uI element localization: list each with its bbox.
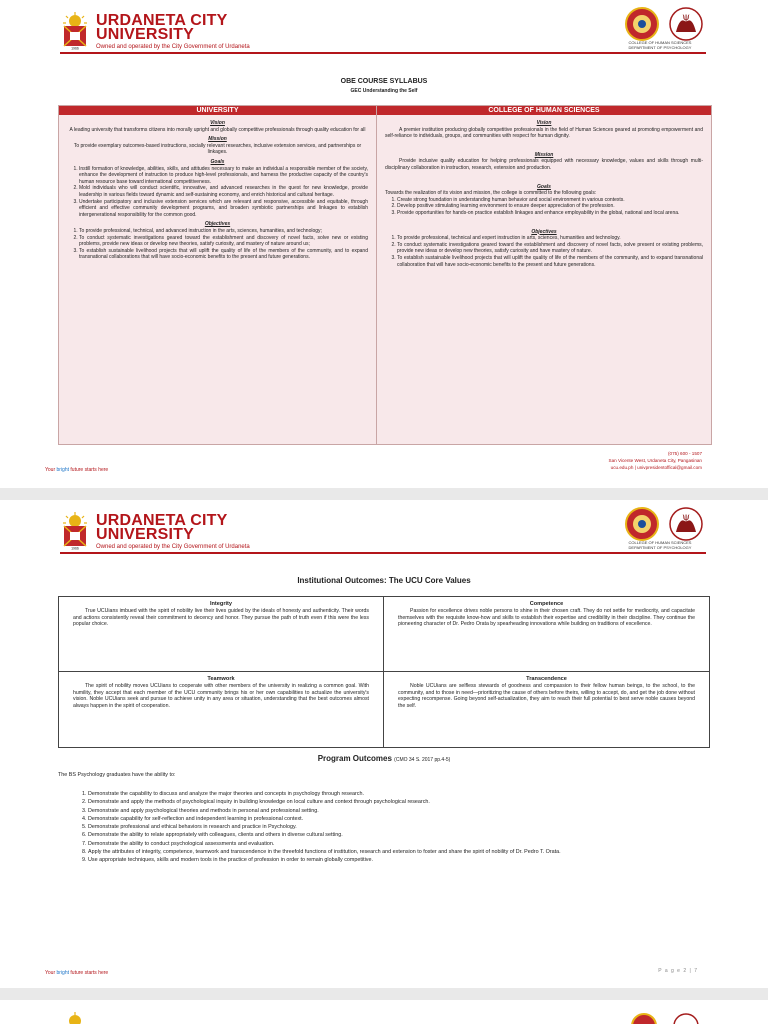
list-item: 3. Provide opportunities for hands-on practice establish linkages and enhance employability in the global, national and local arena. [397, 210, 703, 217]
department-label: COLLEGE OF HUMAN SCIENCES DEPARTMENT OF PSYCHOLOGY [628, 40, 692, 50]
university-vision: A leading university that transforms citizens into morally upright and globally competitive professionals through quality education for all [69, 126, 366, 133]
university-tagline: Owned and operated by the City Government of Urdaneta [96, 544, 250, 550]
course-subtitle: GEC Understanding the Self [350, 88, 418, 94]
objectives-label: Objectives [531, 228, 557, 235]
svg-text:1966: 1966 [71, 546, 79, 550]
syllabus-page-1 [0, 0, 768, 488]
list-item: 1. Instill formation of knowledge, abilities, skills, and attitudes necessary to make an individual a responsible member of the society, enhance the development of instruction to produce high-level professionals, and harness the productive capacity of the country's human resource base toward international competitiveness. [79, 166, 368, 186]
syllabus-title: OBE COURSE SYLLABUS [340, 78, 428, 85]
list-item: 1. To provide professional, technical and expert instruction in arts, sciences, humanities and technology. [397, 235, 703, 242]
list-item: 8. Apply the attributes of integrity, competence, teamwork and transcendence in the threefold functions of institution, research and extension to foster and share the spirit of nobility of Dr. Pedro T. Orata. [88, 848, 718, 856]
goals-label: Goals [537, 183, 551, 190]
list-item: 2. Mold individuals who will conduct scientific, innovative, and advanced researches in the quest for new knowledge, provide leadership in various fields toward dynamic and self-sustaining economy, and enrich historical and cultural heritage. [79, 185, 368, 198]
svg-text:ψ: ψ [682, 12, 690, 23]
list-item: 1. To provide professional, technical, and advanced instruction in the arts, sciences, humanities, and technology; [79, 228, 368, 235]
university-heading: UNIVERSITY [59, 106, 376, 115]
contact-address: San Vicente West, Urdaneta City, Pangasinan [608, 458, 702, 463]
list-item: 2. To conduct systematic investigations geared toward the establishment and discovery of novel facts, solve new or existing problems, provide new ideas or develop new theories, satisfy curiosity, and mastery of nature around us; [79, 235, 368, 248]
college-objectives [385, 235, 703, 268]
college-vision: A premier institution producing globally competitive professionals in the field of Human Sciences geared at promoting empowerment and self-reliance to individuals, groups, and communities with respect for human dignity. [385, 126, 703, 140]
core-values-table [58, 596, 710, 748]
svg-text:1966: 1966 [71, 46, 79, 50]
college-column [377, 106, 711, 444]
list-item: 2. Demonstrate and apply the methods of psychological inquiry in building knowledge on local culture and context through psychological research. [88, 798, 718, 806]
program-outcomes-intro: The BS Psychology graduates have the ability to: [58, 772, 176, 778]
mission-label: Mission [208, 136, 227, 143]
college-goals [385, 197, 703, 217]
page-header [0, 0, 768, 60]
list-item: 5. Demonstrate professional and ethical behaviors in research and practice in Psychology. [88, 823, 718, 831]
list-item: 3. Undertake participatory and inclusive extension services which are relevant and responsive, accessible and equitable, through efficient and effective community development programs, and broaden symbiotic partnerships and linkages to establish intergenerational responsibility for the common good. [79, 199, 368, 219]
program-outcomes-title: Program Outcomes (CMO 34 S. 2017 pp.4-5) [317, 754, 451, 763]
contact-web[interactable]: ucu.edu.ph | univpresidentoffical@gmail.com [610, 465, 702, 470]
college-seals-icon [630, 1010, 702, 1024]
list-item: 3. To establish sustainable livelihood projects that will uplift the quality of life of the members of the community, and to expand transnational collaborations that will have socio-economic benefits to the present and future generations. [79, 248, 368, 261]
vision-label: Vision [210, 120, 225, 126]
footer-slogan: Your bright future starts here [45, 970, 109, 976]
university-mission: To provide exemplary outcomes-based instructions, socially relevant researches, inclusive extension services, and partnerships or linkages. [73, 142, 362, 156]
core-value-teamwork: Teamwork The spirit of nobility moves UCUians to cooperate with other members of the university in realizing a common goal. With humility, they accept that each member of the UCU community brings his or her own capabilities to actualize the university's vision. Noble UCUians seek and pursue to achieve unity in any area or situation, understanding that the best outcomes almost always happen in the spirit of cooperation. [59, 672, 384, 747]
core-value-integrity: Integrity True UCUians imbued with the spirit of nobility live their lives guided by the ideals of honesty and authenticity. Their words and actions consistently reveal their commitment to decency and honor. They pursue the path of truth even if this were the less popular choice. [59, 597, 384, 672]
list-item: 2. To conduct systematic investigations geared toward the establishment and discovery of novel facts, solve present or existing problems, provide new ideas or develop new theories, satisfy curiosity and have mastery of nature. [397, 242, 703, 255]
core-value-transcendence: Transcendence Noble UCUians are selfless stewards of goodness and compassion to their fellow human beings, to the school, to the community, and to those in need—prioritizing the cause of others before theirs, willing to accept, do, and get the job done without expecting recompense. Going beyond self-actualization, they aim to reach their full potential to best serve noble causes beyond the self. [398, 676, 695, 709]
list-item: 2. Develop positive stimulating learning environment to ensure deeper appreciation of the profession. [397, 203, 703, 210]
objectives-label: Objectives [204, 221, 231, 228]
college-heading: COLLEGE OF HUMAN SCIENCES [377, 106, 711, 115]
contact-phone: (075) 600 - 1507 [668, 451, 702, 456]
footer-slogan: Your bright future starts here [45, 467, 109, 473]
university-name: URDANETA CITY UNIVERSITY [96, 12, 228, 43]
core-value-competence: Competence Passion for excellence drives noble persons to shine in their chosen craft. They do not settle for mediocrity, and capacitate themselves with the requisite know-how and skills to establish their expertise and credibility in their discipline. They continue the pioneering character of Dr. Pedro Orata by spearheading innovations while building on traditions of excellence. [384, 597, 709, 672]
page-number: P a g e 2 | 7 [658, 968, 698, 974]
contact-info [609, 450, 702, 471]
university-seal-icon [60, 1012, 90, 1024]
program-outcomes-list [76, 790, 718, 865]
vision-mission-table [58, 105, 712, 445]
vision-label: Vision [536, 120, 552, 126]
college-mission: Provide inclusive quality education for helping professionals equipped with necessary knowledge, values and skills through multi-disciplinary collaboration in instruction, research, extension and production. [385, 158, 703, 171]
department-label: COLLEGE OF HUMAN SCIENCES DEPARTMENT OF PSYCHOLOGY [628, 540, 692, 550]
institutional-outcomes-title: Institutional Outcomes: The UCU Core Values [297, 576, 471, 585]
syllabus-page-3-partial [0, 1000, 768, 1024]
university-column [59, 106, 377, 444]
page-header [0, 500, 768, 560]
header-rule [60, 552, 706, 554]
svg-text:ψ: ψ [682, 512, 690, 523]
college-goals-intro: Towards the realization of its vision and mission, the college is committed to the following goals: [385, 190, 597, 197]
university-goals [67, 166, 368, 219]
syllabus-page-2 [0, 500, 768, 988]
list-item: 1. Create strong foundation in understanding human behavior and social environment in various contexts. [397, 197, 703, 204]
university-tagline: Owned and operated by the City Government of Urdaneta [96, 44, 250, 50]
list-item: 9. Use appropriate techniques, skills and modern tools in the practice of profession in order to remain globally competitive. [88, 856, 718, 864]
header-rule [60, 52, 706, 54]
list-item: 6. Demonstrate the ability to relate appropriately with colleagues, clients and others in diverse cultural setting. [88, 831, 718, 839]
university-objectives [67, 228, 368, 261]
university-name: URDANETA CITY UNIVERSITY [96, 512, 228, 543]
list-item: 1. Demonstrate the capability to discuss and analyze the major theories and concepts in psychology through research. [88, 790, 718, 798]
mission-label: Mission [534, 151, 554, 158]
university-seal-icon [60, 12, 90, 50]
list-item: 3. To establish sustainable livelihood projects that will uplift the quality of life of the members of the community, and to expand transnational collaboration that will have socio-economic benefits to the present and future generations. [397, 255, 703, 268]
list-item: 3. Demonstrate and apply psychological theories and methods in personal and professional setting. [88, 807, 718, 815]
list-item: 4. Demonstrate capability for self-reflection and independent learning in professional context. [88, 815, 718, 823]
university-seal-icon [60, 512, 90, 550]
list-item: 7. Demonstrate the ability to conduct psychological assessments and evaluation. [88, 840, 718, 848]
goals-label: Goals [210, 158, 225, 165]
